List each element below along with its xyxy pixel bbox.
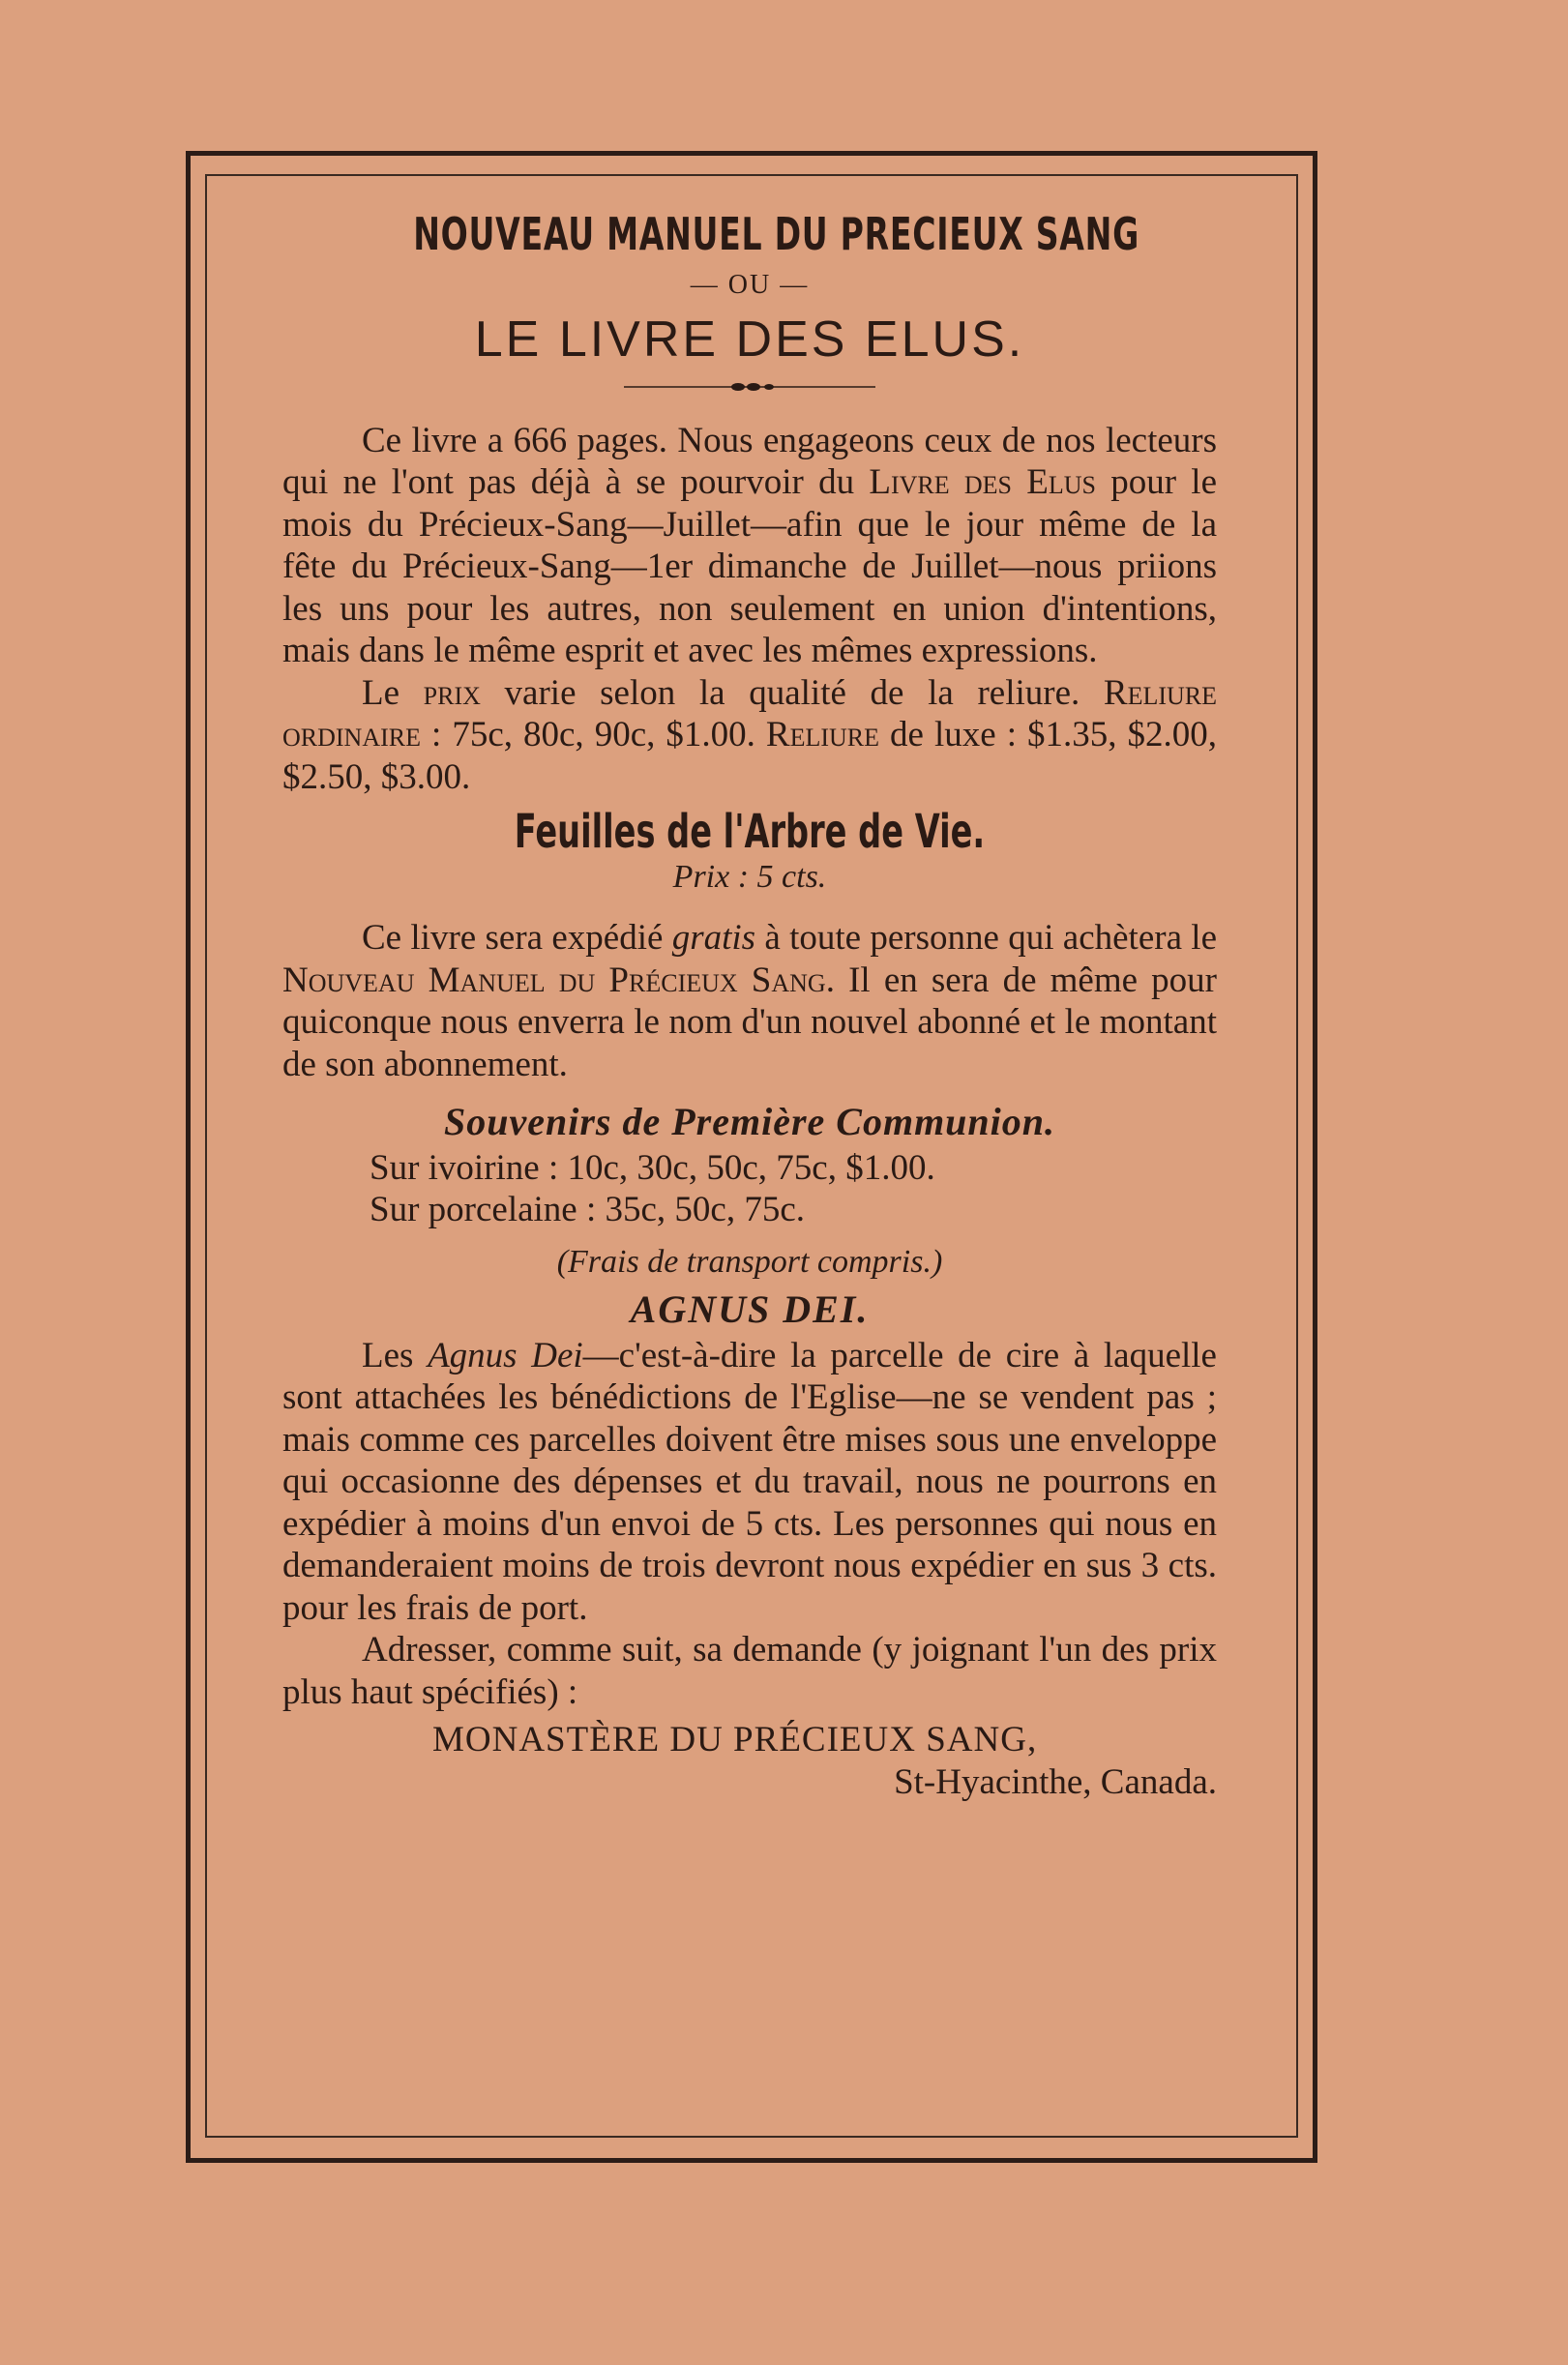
adresser-paragraph: Adresser, comme suit, sa demande (y joignant l'un des prix plus haut spécifiés) :: [282, 1630, 1217, 1712]
subtitle: LE LIVRE DES ELUS.: [474, 311, 1025, 368]
gratis-paragraph: Ce livre sera expédié gratis à toute personne qui achètera le Nouveau Manuel du Précieux Sang. Il en sera de même pour quiconque nous enverra le nom d'un nouvel abonné et le montant de son abonnement.: [282, 918, 1217, 1084]
souvenirs-porcelaine: Sur porcelaine : 35c, 50c, 75c.: [370, 1190, 806, 1229]
price-paragraph: Le prix varie selon la qualité de la reliure. Reliure ordinaire : 75c, 80c, 90c, $1.00. Reliure de luxe : $1.35, $2.00, $2.50, $3.00.: [282, 672, 1218, 797]
or-separator: — OU —: [690, 269, 810, 300]
souvenirs-note: (Frais de transport compris.): [556, 1243, 943, 1280]
intro-paragraph: Ce livre a 666 pages. Nous engageons ceux de nos lecteurs qui ne l'ont pas déjà à se pourvoir du Livre des Elus pour le mois du Précieux-Sang—Juillet—afin que le jour même de la fête du Précieux-Sang—1er dimanche de Juillet—nous priions les uns pour les autres, non seulement en union d'intentions, mais dans le même esprit et avec les mêmes expressions.: [282, 420, 1217, 670]
advertisement-page: [282, 198, 1217, 1803]
agnus-heading: AGNUS DEI.: [630, 1287, 870, 1331]
address-line-2: St-Hyacinthe, Canada.: [894, 1761, 1217, 1802]
souvenirs-ivoirine: Sur ivoirine : 10c, 30c, 50c, 75c, $1.00.: [370, 1147, 935, 1188]
agnus-paragraph: Les Agnus Dei—c'est-à-dire la parcelle de cire à laquelle sont attachées les bénédictions de l'Eglise—ne se vendent pas ; mais comme ces parcelles doivent être mises sous une enveloppe qui occasionne des dépenses et du travail, nous ne pourrons en expédier à moins d'un envoi de 5 cts. Les personnes qui nous en demanderaient moins de trois devront nous expédier en sus 3 cts. pour les frais de port.: [282, 1335, 1217, 1628]
address-line-1: MONASTÈRE DU PRÉCIEUX SANG,: [432, 1720, 1038, 1759]
souvenirs-heading: Souvenirs de Première Communion.: [443, 1100, 1056, 1143]
ornament-rule-icon: [624, 381, 875, 393]
main-title: NOUVEAU MANUEL DU PRECIEUX SANG: [413, 208, 1140, 260]
feuilles-price: Prix : 5 cts.: [672, 858, 827, 895]
feuilles-heading: Feuilles de l'Arbre de Vie.: [514, 805, 986, 859]
